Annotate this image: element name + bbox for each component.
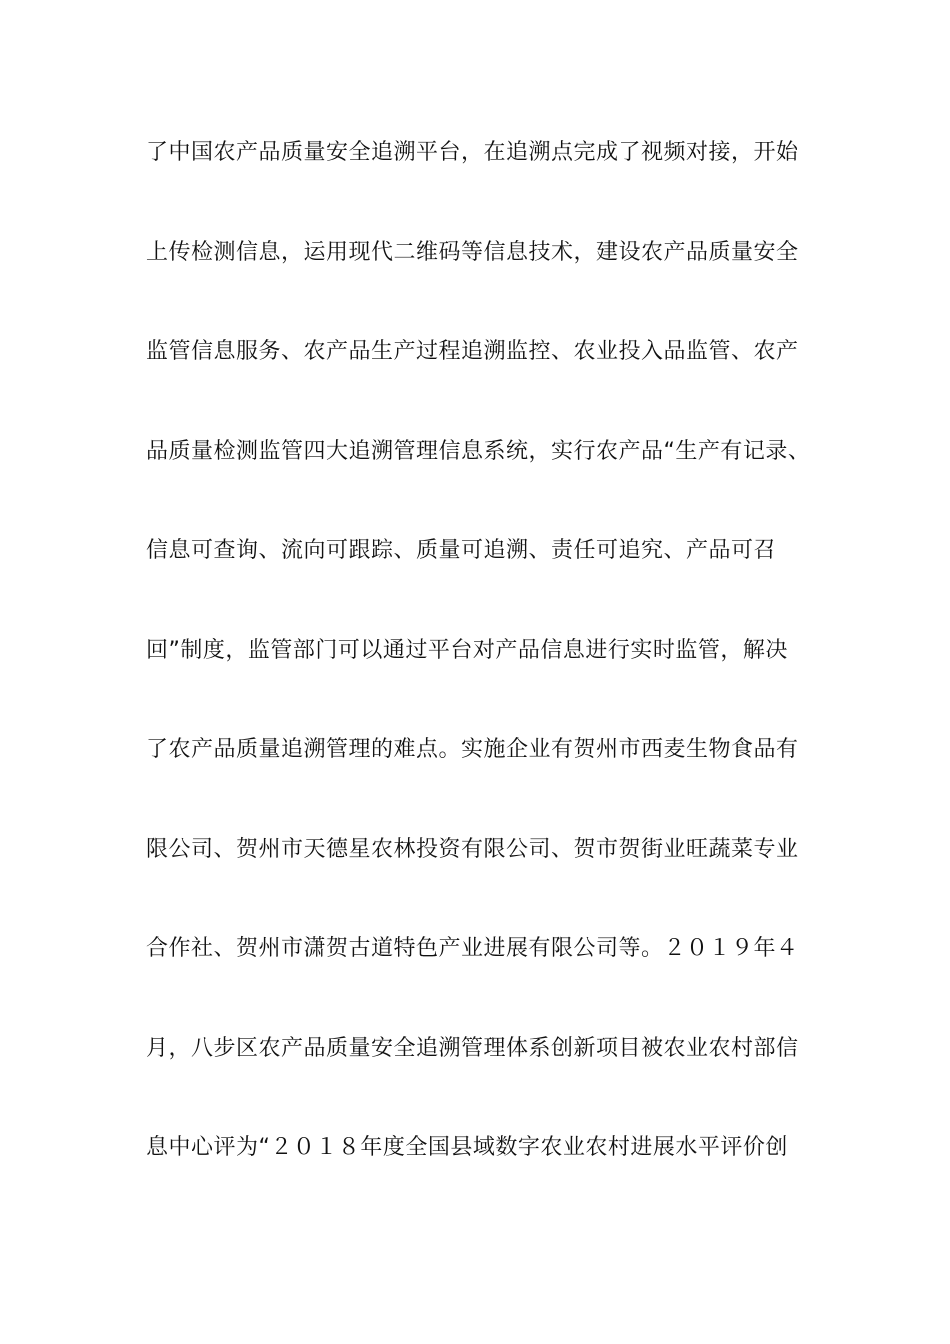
text-line: 回”制度，监管部门可以通过平台对产品信息进行实时监管，解决 xyxy=(146,637,788,663)
text-line: 了农产品质量追溯管理的难点。实施企业有贺州市西麦生物食品有 xyxy=(146,737,799,762)
text-line: 上传检测信息，运用现代二维码等信息技术，建设农产品质量安全 xyxy=(146,239,799,265)
body-paragraph xyxy=(146,131,826,1226)
text-line: 息中心评为“２０１８年度全国县域数字农业农村进展水平评价创 xyxy=(146,1135,788,1160)
text-line: 监管信息服务、农产品生产过程追溯监控、农业投入品监管、农产 xyxy=(146,339,799,364)
text-line: 信息可查询、流向可跟踪、质量可追溯、责任可追究、产品可召 xyxy=(146,538,777,563)
text-line: 合作社、贺州市潇贺古道特色产业进展有限公司等。２０１９年４ xyxy=(146,936,799,961)
text-line: 品质量检测监管四大追溯管理信息系统，实行农产品“生产有记录、 xyxy=(146,438,811,464)
text-line: 限公司、贺州市天德星农林投资有限公司、贺市贺街业旺蔬菜专业 xyxy=(146,836,799,862)
text-line: 月，八步区农产品质量安全追溯管理体系创新项目被农业农村部信 xyxy=(146,1035,799,1061)
text-line: 了中国农产品质量安全追溯平台，在追溯点完成了视频对接，开始 xyxy=(146,140,799,165)
